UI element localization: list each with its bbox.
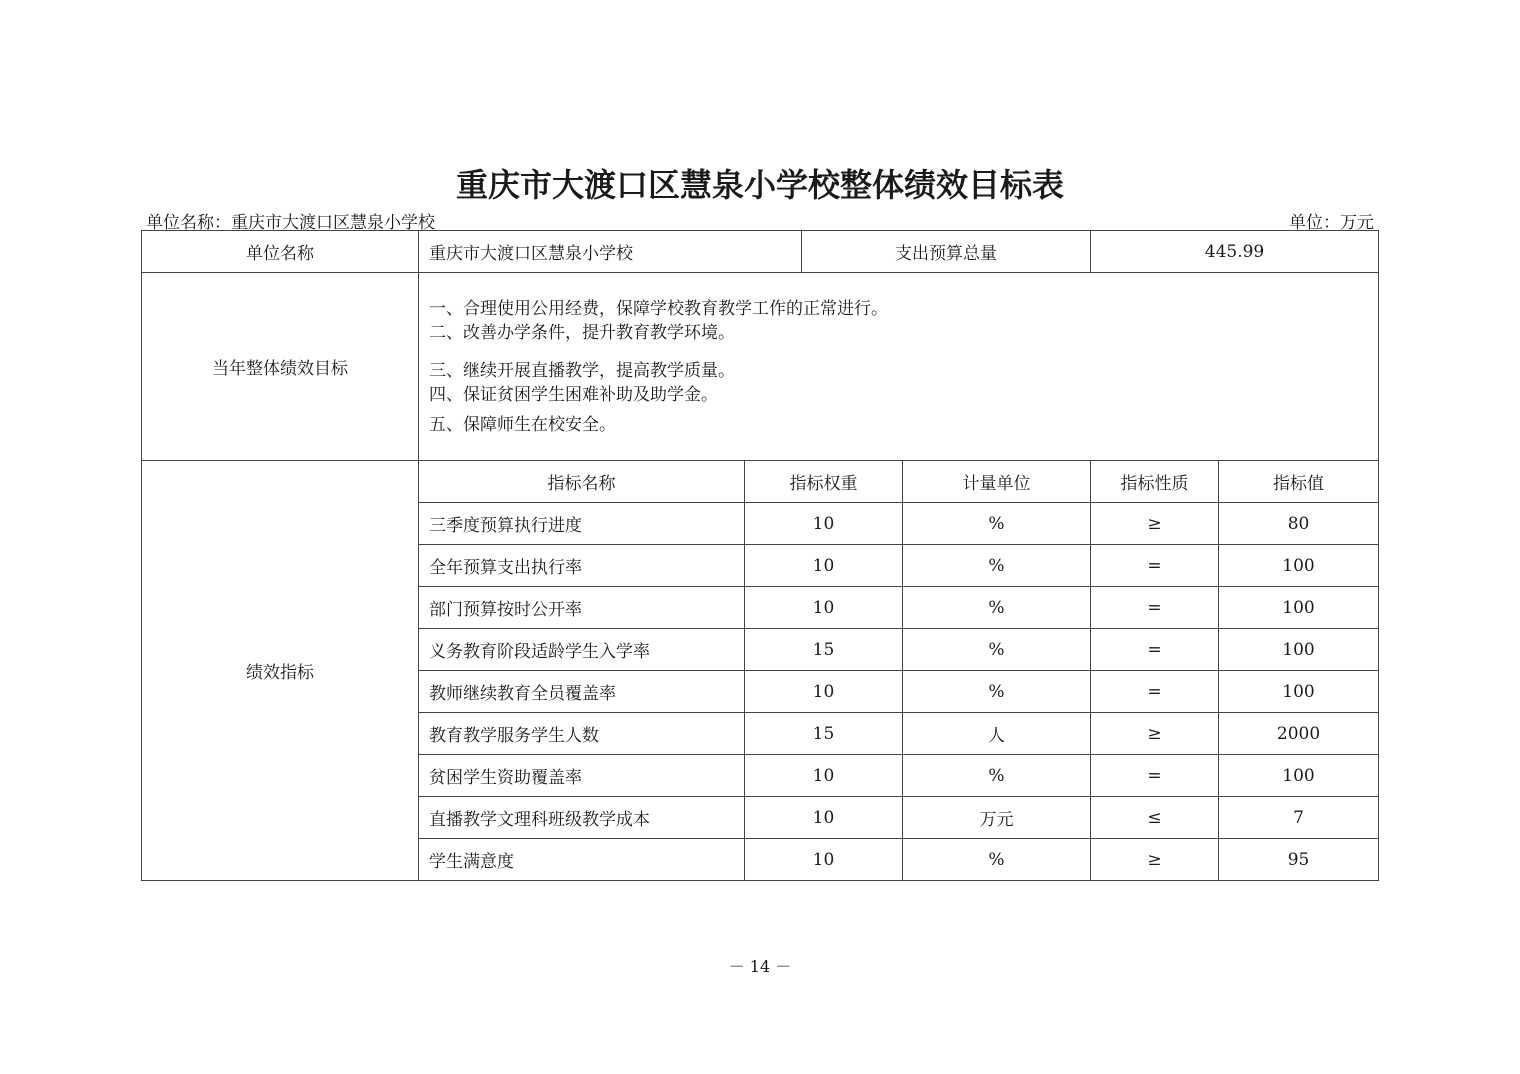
indicator-unit: %: [903, 503, 1091, 545]
indicator-value: 95: [1219, 839, 1379, 881]
indicator-value: 100: [1219, 755, 1379, 797]
column-header: 指标性质: [1091, 461, 1219, 503]
indicator-unit: %: [903, 545, 1091, 587]
indicator-name: 学生满意度: [419, 839, 745, 881]
indicator-value: 2000: [1219, 713, 1379, 755]
indicator-value: 100: [1219, 629, 1379, 671]
goals-content: [419, 273, 1379, 461]
indicator-name: 部门预算按时公开率: [419, 587, 745, 629]
indicator-name: 贫困学生资助覆盖率: [419, 755, 745, 797]
indicators-label: 绩效指标: [142, 461, 419, 881]
indicator-unit: 人: [903, 713, 1091, 755]
indicator-value: 80: [1219, 503, 1379, 545]
indicator-nature: =: [1091, 587, 1219, 629]
indicator-weight: 10: [745, 671, 903, 713]
indicator-weight: 10: [745, 755, 903, 797]
goal-item: 四、保证贫困学生困难补助及助学金。: [429, 384, 718, 405]
indicator-weight: 10: [745, 503, 903, 545]
indicator-unit: %: [903, 755, 1091, 797]
indicator-weight: 10: [745, 839, 903, 881]
indicator-nature: ≥: [1091, 839, 1219, 881]
unit-name-caption: 单位名称：重庆市大渡口区慧泉小学校: [146, 213, 435, 233]
header-row: [142, 231, 1379, 273]
indicator-header-row: [142, 461, 1379, 503]
indicator-unit: %: [903, 839, 1091, 881]
performance-table: [141, 230, 1379, 881]
indicator-weight: 10: [745, 797, 903, 839]
indicator-weight: 10: [745, 587, 903, 629]
indicator-nature: =: [1091, 629, 1219, 671]
goals-row: [142, 273, 1379, 461]
indicator-name: 教师继续教育全员覆盖率: [419, 671, 745, 713]
indicator-value: 100: [1219, 671, 1379, 713]
budget-value: 445.99: [1091, 231, 1379, 273]
indicator-nature: ≤: [1091, 797, 1219, 839]
indicator-weight: 15: [745, 629, 903, 671]
unit-name-label: 单位名称: [142, 231, 419, 273]
indicator-unit: 万元: [903, 797, 1091, 839]
indicator-unit: %: [903, 587, 1091, 629]
goal-item: 五、保障师生在校安全。: [429, 414, 616, 435]
page-title: 重庆市大渡口区慧泉小学校整体绩效目标表: [455, 166, 1064, 204]
indicator-nature: =: [1091, 545, 1219, 587]
indicator-nature: ≥: [1091, 713, 1219, 755]
indicator-name: 全年预算支出执行率: [419, 545, 745, 587]
budget-label: 支出预算总量: [802, 231, 1091, 273]
column-header: 指标名称: [419, 461, 745, 503]
page-number: － 14 －: [728, 957, 792, 976]
column-header: 指标权重: [745, 461, 903, 503]
indicator-weight: 10: [745, 545, 903, 587]
goal-item: 一、合理使用公用经费，保障学校教育教学工作的正常进行。: [429, 298, 888, 319]
currency-unit-caption: 单位：万元: [1289, 213, 1374, 233]
indicator-unit: %: [903, 671, 1091, 713]
indicator-nature: ≥: [1091, 503, 1219, 545]
indicator-name: 教育教学服务学生人数: [419, 713, 745, 755]
indicator-name: 直播教学文理科班级教学成本: [419, 797, 745, 839]
column-header: 指标值: [1219, 461, 1379, 503]
goals-label: 当年整体绩效目标: [142, 273, 419, 461]
goal-item: 三、继续开展直播教学，提高教学质量。: [429, 360, 735, 381]
indicator-weight: 15: [745, 713, 903, 755]
indicator-name: 义务教育阶段适龄学生入学率: [419, 629, 745, 671]
indicator-value: 100: [1219, 545, 1379, 587]
indicator-value: 7: [1219, 797, 1379, 839]
indicator-nature: =: [1091, 671, 1219, 713]
indicator-nature: =: [1091, 755, 1219, 797]
unit-name-value: 重庆市大渡口区慧泉小学校: [419, 231, 802, 273]
indicator-name: 三季度预算执行进度: [419, 503, 745, 545]
column-header: 计量单位: [903, 461, 1091, 503]
goal-item: 二、改善办学条件，提升教育教学环境。: [429, 322, 735, 343]
indicator-value: 100: [1219, 587, 1379, 629]
indicator-unit: %: [903, 629, 1091, 671]
